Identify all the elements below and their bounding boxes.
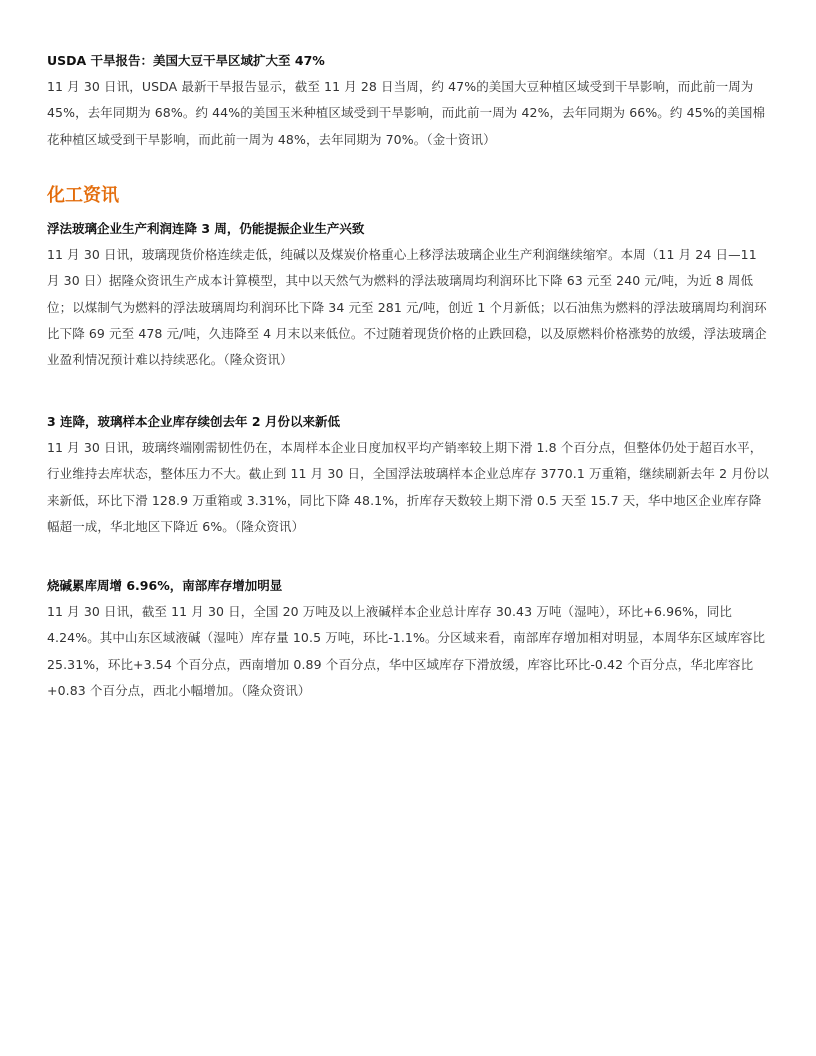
article-title: 烧碱累库周增 6.96%，南部库存增加明显 <box>47 578 283 593</box>
article-caustic-soda-inventory <box>47 578 769 704</box>
article-title: USDA 干旱报告：美国大豆干旱区域扩大至 47% <box>47 53 325 68</box>
section-heading-chemical: 化工资讯 <box>47 185 119 206</box>
article-glass-inventory <box>47 414 769 540</box>
article-body: 11 月 30 日讯，玻璃现货价格连续走低，纯碱以及煤炭价格重心上移浮法玻璃企业生产利润继续缩窄。本周（11 月 24 日—11 月 30 日）据隆众资讯生产成本计算模型，其中以天然气为燃料的浮法玻璃周均利润环比下降 63 元至 240 元/吨，为近 8 周低位；以煤制气为燃料的浮法玻璃周均利润环比下降 34 元至 281 元/吨，创近 1 个月新低；以石油焦为燃料的浮法玻璃周均利润环比下降 69 元至 478 元/吨，久违降至 4 月末以来低位。不过随着现货价格的止跌回稳，以及原燃料价格涨势的放缓，浮法玻璃企业盈利情况预计难以持续恶化。（隆众资讯） <box>47 247 767 368</box>
article-title: 浮法玻璃企业生产利润连降 3 周，仍能提振企业生产兴致 <box>47 221 365 236</box>
article-body: 11 月 30 日讯，截至 11 月 30 日，全国 20 万吨及以上液碱样本企业总计库存 30.43 万吨（湿吨），环比+6.96%，同比 4.24%。其中山东区域液碱（湿吨）库存量 10.5 万吨，环比-1.1%。分区域来看，南部库存增加相对明显，本周华东区域库容比 25.31%，环比+3.54 个百分点，西南增加 0.89 个百分点，华中区域库存下滑放缓，库容比环比-0.42 个百分点，华北库容比+0.83 个百分点，西北小幅增加。（隆众资讯） <box>47 604 766 698</box>
article-body: 11 月 30 日讯，USDA 最新干旱报告显示，截至 11 月 28 日当周，约 47%的美国大豆种植区域受到干旱影响，而此前一周为 45%，去年同期为 68%。约 44%的美国玉米种植区域受到干旱影响，而此前一周为 42%，去年同期为 66%。约 45%的美国棉花种植区域受到干旱影响，而此前一周为 48%，去年同期为 70%。（金十资讯） <box>47 79 766 147</box>
article-body: 11 月 30 日讯，玻璃终端刚需韧性仍在，本周样本企业日度加权平均产销率较上期下滑 1.8 个百分点，但整体仍处于超百水平，行业维持去库状态，整体压力不大。截止到 11 月 30 日，全国浮法玻璃样本企业总库存 3770.1 万重箱，继续刷新去年 2 月份以来新低，环比下滑 128.9 万重箱或 3.31%，同比下降 48.1%，折库存天数较上期下滑 0.5 天至 15.7 天，华中地区企业库存降幅超一成，华北地区下降近 6%。（隆众资讯） <box>47 440 769 534</box>
article-float-glass-profit <box>47 221 769 373</box>
article-usda-drought <box>47 53 769 153</box>
article-title: 3 连降，玻璃样本企业库存续创去年 2 月份以来新低 <box>47 414 340 429</box>
